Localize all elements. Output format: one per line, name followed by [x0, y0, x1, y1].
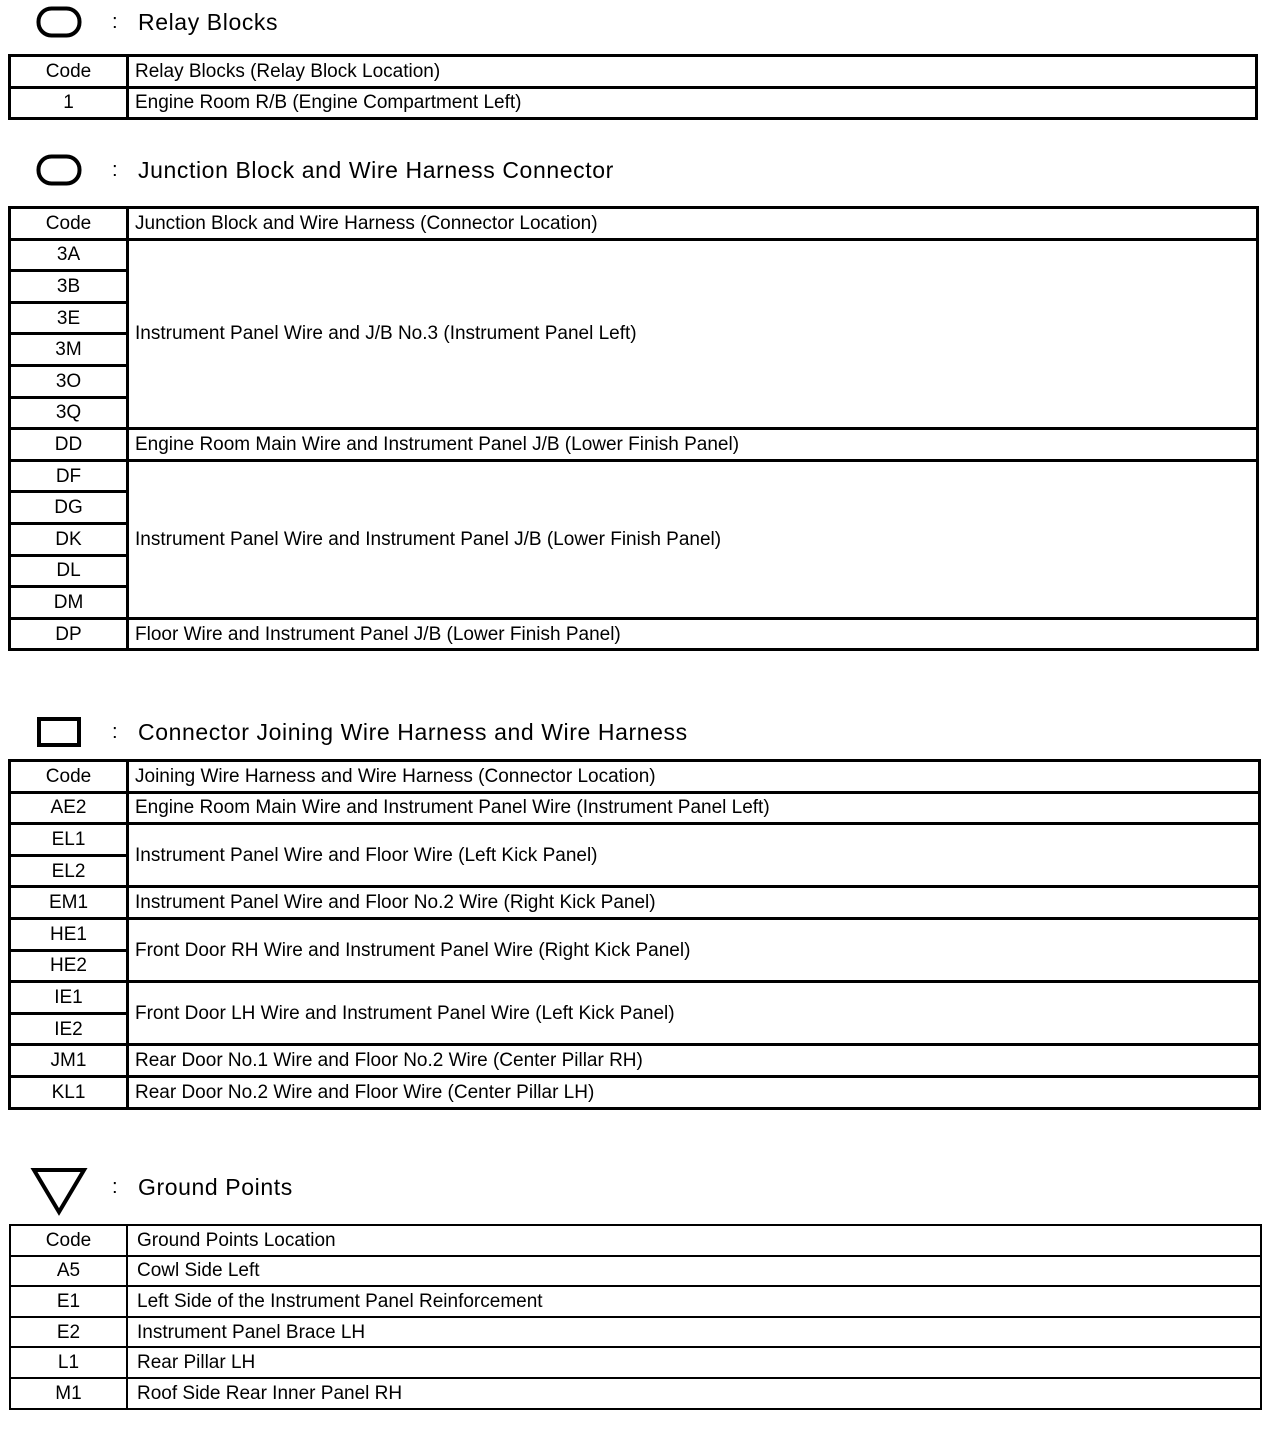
table-row: [10, 460, 1258, 492]
table-row: [10, 1317, 1261, 1348]
description-header: Relay Blocks (Relay Block Location): [128, 56, 1257, 88]
description-cell: Rear Door No.2 Wire and Floor Wire (Center Pillar LH): [128, 1076, 1260, 1108]
code-cell: 1: [10, 87, 128, 119]
table-row: [10, 1378, 1261, 1409]
colon: :: [112, 10, 118, 33]
table-row: [10, 1286, 1261, 1317]
code-header: Code: [10, 761, 128, 793]
description-cell: Instrument Panel Wire and J/B No.3 (Instrument Panel Left): [128, 239, 1258, 429]
table-header-row: [10, 761, 1260, 793]
code-cell: DL: [10, 555, 128, 587]
code-cell: EL2: [10, 855, 128, 887]
table-row: [10, 239, 1258, 271]
code-cell: 3Q: [10, 397, 128, 429]
code-cell: M1: [10, 1378, 127, 1409]
description-cell: Instrument Panel Wire and Instrument Panel J/B (Lower Finish Panel): [128, 460, 1258, 618]
table-row: [10, 887, 1260, 919]
description-cell: Cowl Side Left: [127, 1256, 1261, 1287]
rounded-rect-icon: [30, 148, 88, 192]
square-icon: [30, 710, 88, 754]
code-cell: KL1: [10, 1076, 128, 1108]
colon: :: [112, 158, 118, 181]
code-cell: A5: [10, 1256, 127, 1287]
colon: :: [112, 1175, 118, 1198]
junction-block-table: [8, 206, 1259, 651]
colon: :: [112, 720, 118, 743]
code-cell: IE1: [10, 982, 128, 1014]
code-cell: 3B: [10, 271, 128, 303]
code-cell: AE2: [10, 792, 128, 824]
description-header: Joining Wire Harness and Wire Harness (Connector Location): [128, 761, 1260, 793]
code-cell: DF: [10, 460, 128, 492]
table-row: [10, 1076, 1260, 1108]
description-cell: Front Door LH Wire and Instrument Panel Wire (Left Kick Panel): [128, 982, 1260, 1045]
description-cell: Roof Side Rear Inner Panel RH: [127, 1378, 1261, 1409]
rounded-rect-icon: [30, 0, 88, 44]
code-cell: 3E: [10, 302, 128, 334]
code-cell: L1: [10, 1347, 127, 1378]
description-cell: Rear Pillar LH: [127, 1347, 1261, 1378]
code-header: Code: [10, 56, 128, 88]
table-row: [10, 618, 1258, 650]
description-cell: Front Door RH Wire and Instrument Panel Wire (Right Kick Panel): [128, 918, 1260, 981]
description-cell: Instrument Panel Wire and Floor No.2 Wire (Right Kick Panel): [128, 887, 1260, 919]
table-row: [10, 792, 1260, 824]
relay-blocks-table: [8, 54, 1258, 120]
description-cell: Engine Room Main Wire and Instrument Panel J/B (Lower Finish Panel): [128, 429, 1258, 461]
code-cell: 3A: [10, 239, 128, 271]
code-cell: EM1: [10, 887, 128, 919]
code-cell: JM1: [10, 1045, 128, 1077]
table-header-row: [10, 208, 1258, 240]
section-heading-junction-block: [30, 148, 614, 192]
code-cell: IE2: [10, 1013, 128, 1045]
description-cell: Engine Room Main Wire and Instrument Panel Wire (Instrument Panel Left): [128, 792, 1260, 824]
description-header: Ground Points Location: [127, 1225, 1261, 1256]
description-cell: Instrument Panel Wire and Floor Wire (Left Kick Panel): [128, 824, 1260, 887]
code-cell: 3M: [10, 334, 128, 366]
triangle-down-icon: [30, 1165, 88, 1209]
code-header: Code: [10, 1225, 127, 1256]
code-cell: 3O: [10, 365, 128, 397]
table-row: [10, 918, 1260, 950]
table-row: [10, 824, 1260, 856]
code-cell: DP: [10, 618, 128, 650]
description-cell: Instrument Panel Brace LH: [127, 1317, 1261, 1348]
section-heading-relay-blocks: [30, 0, 279, 44]
section-heading-ground-points: [30, 1165, 293, 1209]
section-title: Relay Blocks: [138, 8, 279, 35]
table-row: [10, 1256, 1261, 1287]
code-cell: E2: [10, 1317, 127, 1348]
code-cell: E1: [10, 1286, 127, 1317]
code-cell: HE2: [10, 950, 128, 982]
description-cell: Rear Door No.1 Wire and Floor No.2 Wire (Center Pillar RH): [128, 1045, 1260, 1077]
table-header-row: [10, 56, 1257, 88]
table-row: [10, 87, 1257, 119]
table-row: [10, 1045, 1260, 1077]
code-cell: DG: [10, 492, 128, 524]
description-cell: Left Side of the Instrument Panel Reinforcement: [127, 1286, 1261, 1317]
description-cell: Engine Room R/B (Engine Compartment Left): [128, 87, 1257, 119]
code-cell: DD: [10, 429, 128, 461]
section-title: Connector Joining Wire Harness and Wire Harness: [138, 718, 688, 745]
code-cell: EL1: [10, 824, 128, 856]
table-row: [10, 1347, 1261, 1378]
description-cell: Floor Wire and Instrument Panel J/B (Lower Finish Panel): [128, 618, 1258, 650]
code-cell: DM: [10, 587, 128, 619]
connector-joining-table: [8, 759, 1261, 1110]
section-title: Ground Points: [138, 1173, 293, 1200]
ground-points-table: [9, 1224, 1262, 1410]
section-title: Junction Block and Wire Harness Connector: [138, 156, 614, 183]
table-row: [10, 429, 1258, 461]
section-heading-connector-joining: [30, 710, 688, 754]
code-cell: HE1: [10, 918, 128, 950]
table-row: [10, 982, 1260, 1014]
code-cell: DK: [10, 523, 128, 555]
code-header: Code: [10, 208, 128, 240]
description-header: Junction Block and Wire Harness (Connector Location): [128, 208, 1258, 240]
table-header-row: [10, 1225, 1261, 1256]
